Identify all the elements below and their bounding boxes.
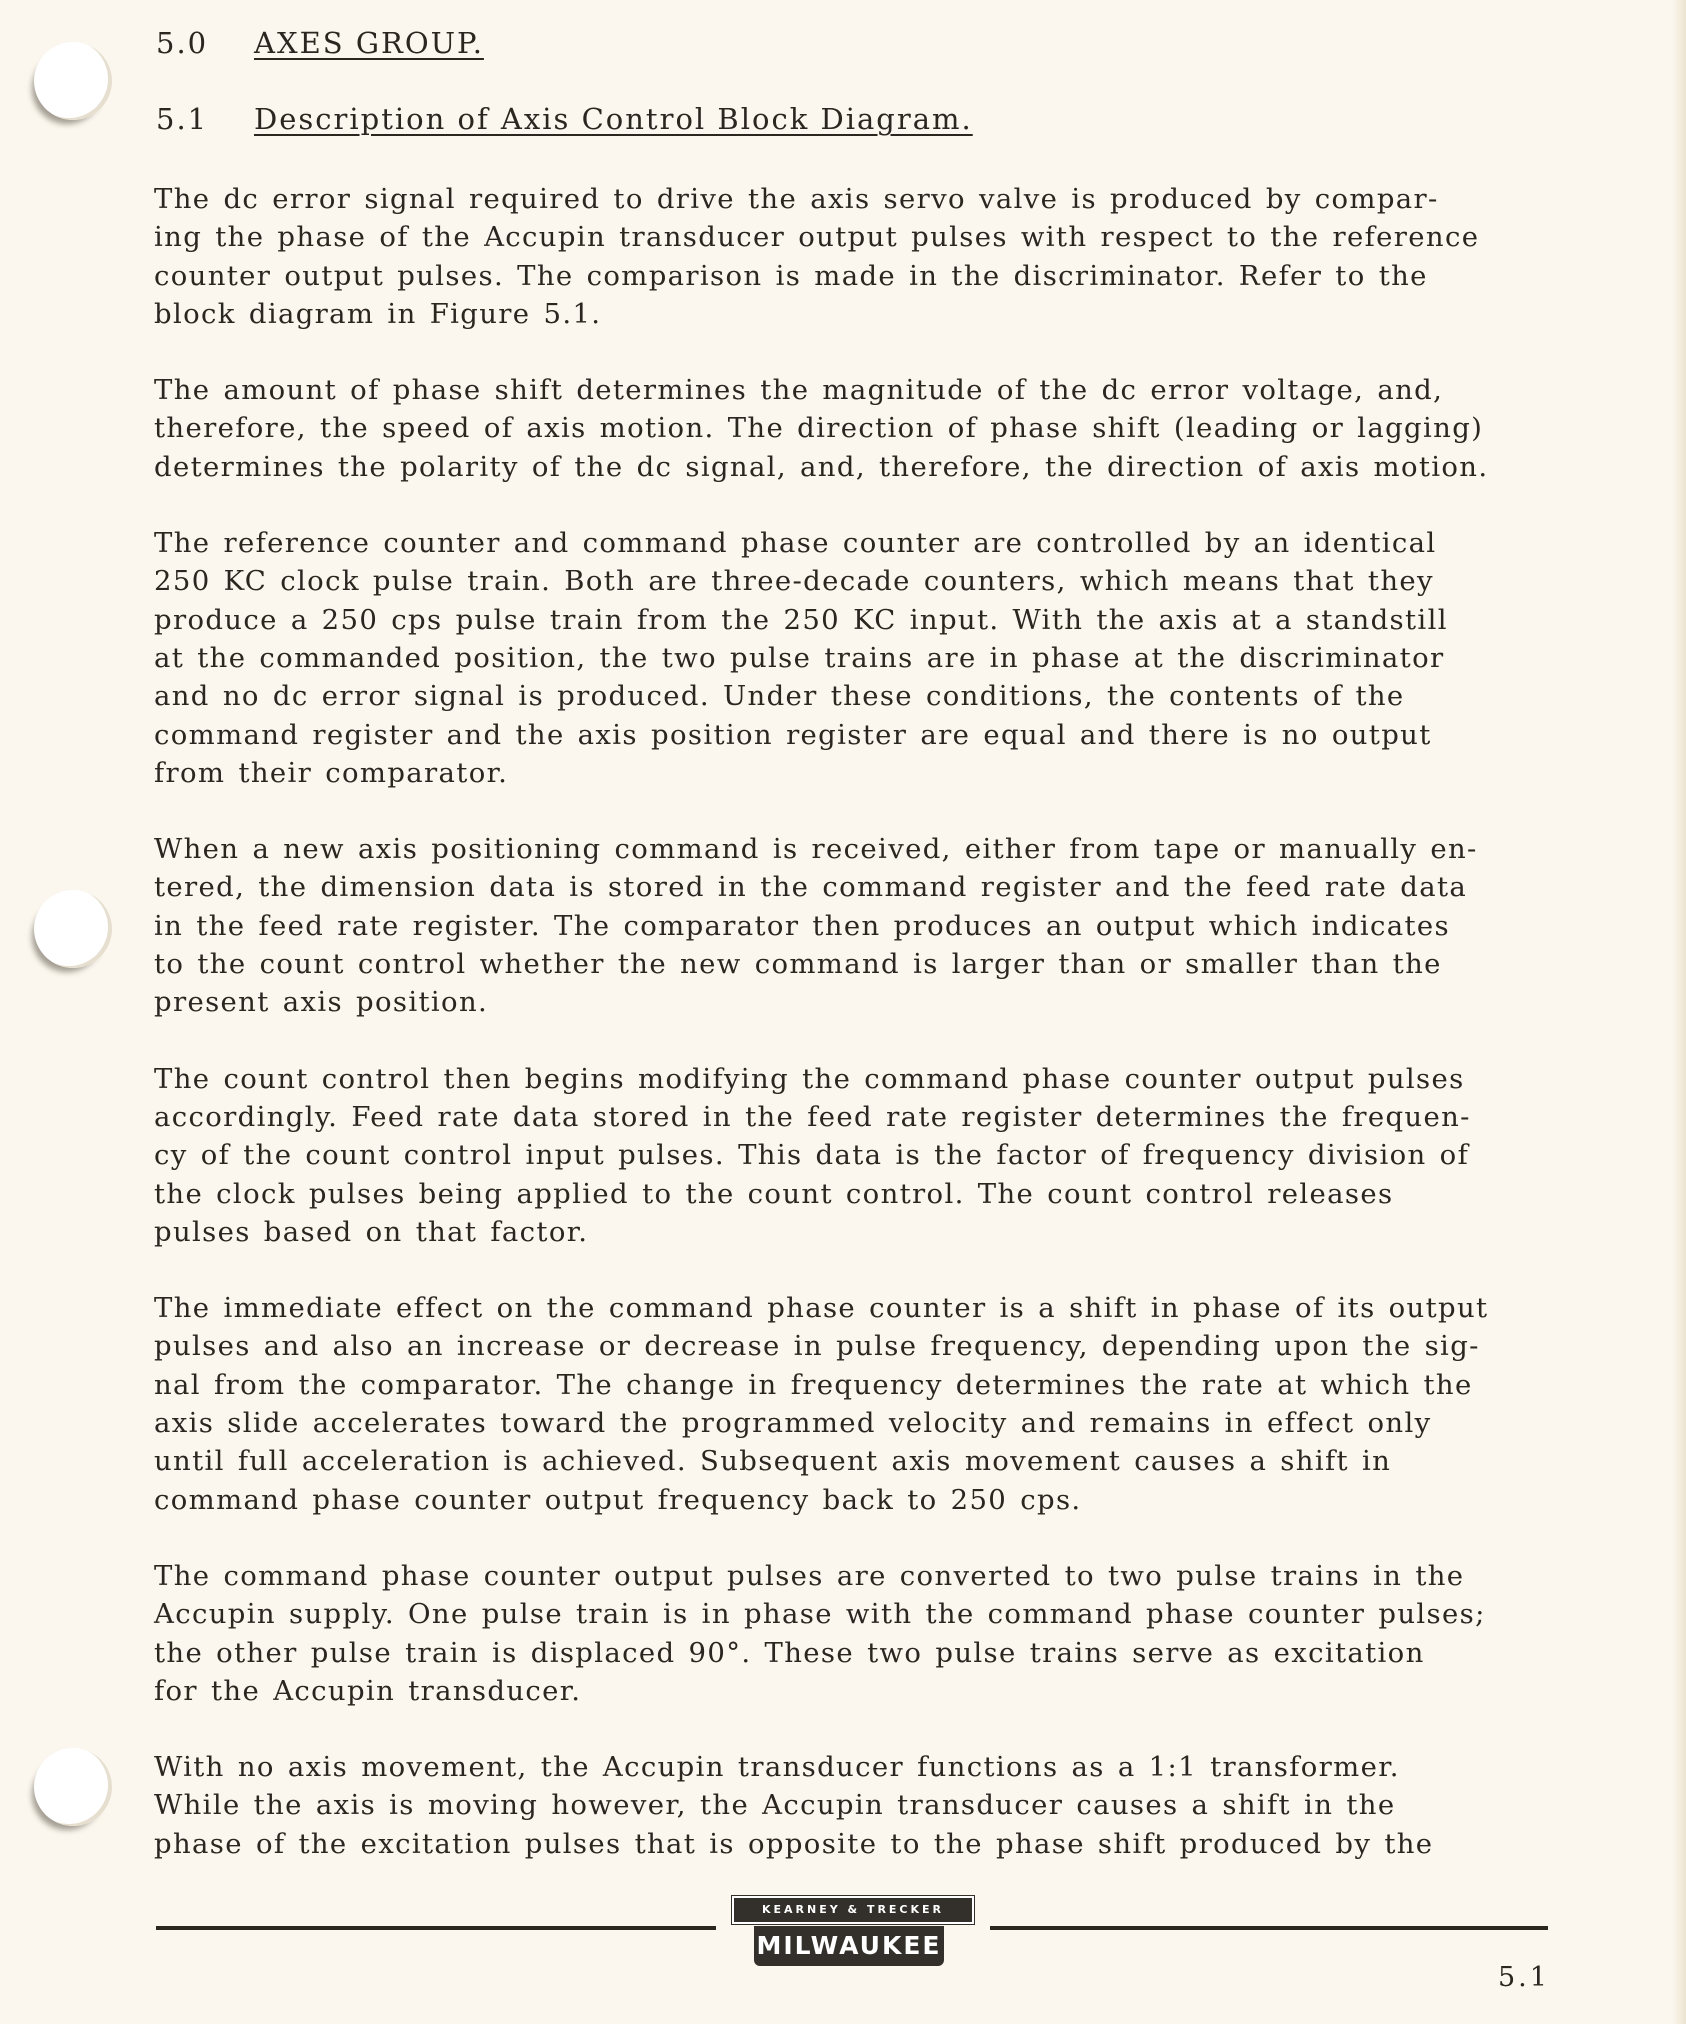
text-line: ing the phase of the Accupin transducer output pulses with respect to the reference: [154, 221, 1480, 254]
text-line: block diagram in Figure 5.1.: [154, 297, 602, 330]
text-line: therefore, the speed of axis motion. The direction of phase shift (leading or lagging): [154, 412, 1484, 445]
text-line: from their comparator.: [154, 756, 509, 789]
text-line: pulses and also an increase or decrease in pulse frequency, depending upon the sig-: [154, 1330, 1480, 1363]
paragraph: [154, 830, 1574, 1021]
text-line: The immediate effect on the command phase counter is a shift in phase of its output: [154, 1292, 1489, 1325]
text-line: pulses based on that factor.: [154, 1215, 589, 1248]
text-line: for the Accupin transducer.: [154, 1674, 582, 1707]
text-line: at the commanded position, the two pulse trains are in phase at the discriminator: [154, 641, 1445, 674]
text-line: tered, the dimension data is stored in the command register and the feed rate data: [154, 871, 1468, 904]
logo-company-name: KEARNEY & TRECKER: [732, 1896, 974, 1924]
text-line: the clock pulses being applied to the count control. The count control releases: [154, 1177, 1394, 1210]
section-title: AXES GROUP.: [254, 26, 484, 60]
paragraph: [154, 1060, 1574, 1251]
text-line: command register and the axis position register are equal and there is no output: [154, 718, 1432, 751]
text-line: until full acceleration is achieved. Subsequent axis movement causes a shift in: [154, 1445, 1392, 1478]
text-line: With no axis movement, the Accupin transducer functions as a 1:1 transformer.: [154, 1751, 1400, 1784]
text-line: in the feed rate register. The comparator then produces an output which indicates: [154, 909, 1451, 942]
text-line: to the count control whether the new command is larger than or smaller than the: [154, 948, 1442, 981]
text-line: When a new axis positioning command is received, either from tape or manually en-: [154, 833, 1478, 866]
text-line: The dc error signal required to drive the axis servo valve is produced by compar-: [154, 183, 1439, 215]
text-line: The command phase counter output pulses are converted to two pulse trains in the: [154, 1559, 1465, 1592]
text-line: Accupin supply. One pulse train is in phase with the command phase counter pulses;: [154, 1598, 1486, 1631]
page-number: 5.1: [1498, 1962, 1550, 1993]
paragraph: [154, 1289, 1574, 1519]
text-line: counter output pulses. The comparison is made in the discriminator. Refer to the: [154, 259, 1428, 292]
text-line: produce a 250 cps pulse train from the 250 KC input. With the axis at a standstill: [154, 603, 1448, 636]
text-line: command phase counter output frequency back to 250 cps.: [154, 1483, 1082, 1516]
text-line: determines the polarity of the dc signal, and, therefore, the direction of axis motion.: [154, 450, 1489, 483]
footer-rule-left: [156, 1926, 716, 1930]
subsection-number: 5.1: [156, 102, 209, 136]
text-line: and no dc error signal is produced. Under these conditions, the contents of the: [154, 680, 1405, 713]
text-line: The count control then begins modifying the command phase counter output pulses: [154, 1062, 1465, 1095]
text-line: axis slide accelerates toward the programmed velocity and remains in effect only: [154, 1407, 1432, 1440]
text-line: nal from the comparator. The change in frequency determines the rate at which the: [154, 1368, 1473, 1401]
text-line: phase of the excitation pulses that is opposite to the phase shift produced by the: [154, 1827, 1434, 1860]
text-line: The reference counter and command phase counter are controlled by an identical: [154, 527, 1437, 560]
text-line: The amount of phase shift determines the magnitude of the dc error voltage, and,: [154, 374, 1444, 407]
text-line: accordingly. Feed rate data stored in the feed rate register determines the frequen-: [154, 1100, 1471, 1133]
paragraph: [154, 371, 1574, 486]
paragraph: [154, 180, 1574, 333]
punch-hole: [34, 890, 112, 968]
body-text: [154, 180, 1574, 1901]
logo-city-name: MILWAUKEE: [754, 1926, 944, 1966]
footer-rule-right: [990, 1926, 1548, 1930]
subsection-title: Description of Axis Control Block Diagram.: [254, 102, 973, 136]
punch-hole: [34, 1748, 112, 1826]
text-line: While the axis is moving however, the Accupin transducer causes a shift in the: [154, 1789, 1396, 1822]
paragraph: [154, 1748, 1574, 1863]
punch-hole: [34, 42, 112, 120]
section-number: 5.0: [156, 26, 209, 60]
text-line: present axis position.: [154, 986, 489, 1019]
text-line: 250 KC clock pulse train. Both are three-decade counters, which means that they: [154, 565, 1434, 598]
kearney-trecker-logo: [726, 1896, 976, 1974]
paragraph: [154, 1557, 1574, 1710]
text-line: cy of the count control input pulses. This data is the factor of frequency division of: [154, 1139, 1470, 1172]
paragraph: [154, 524, 1574, 792]
text-line: the other pulse train is displaced 90°. These two pulse trains serve as excitation: [154, 1636, 1425, 1669]
